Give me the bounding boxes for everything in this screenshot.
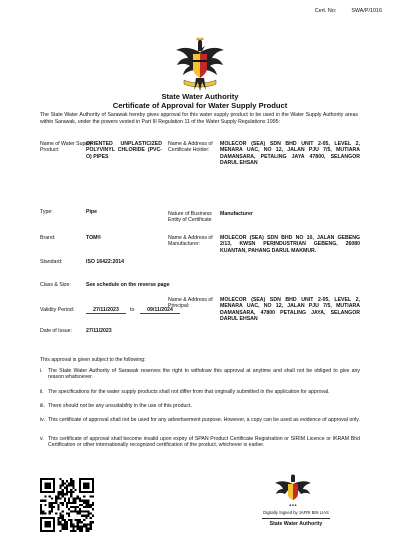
digital-signature-text: Digitally Signed by JAFRI BIN LIAS xyxy=(263,510,329,515)
type-value: Pipe xyxy=(86,209,97,215)
condition-item xyxy=(40,368,360,381)
date-of-issue-label: Date of Issue: xyxy=(40,328,73,334)
certificate-holder-value: MOLECOR (SEA) SDN BHD UNIT 2-05, LEVEL 2, MENARA UAC, NO 12, JALAN PJU 7/5, MUTIARA DAMANSARA, PETALING JAYA 47800, SELANGOR DARUL EHSAN xyxy=(220,141,360,167)
class-size-label: Class & Size: xyxy=(40,282,71,288)
standard-value: ISO 16422:2014 xyxy=(86,259,125,265)
nature-of-business-label: Nature of Business Entity of Certificate xyxy=(168,211,212,224)
condition-item xyxy=(40,403,360,409)
date-of-issue-value: 27/11/2023 xyxy=(86,328,112,334)
condition-number: iv. xyxy=(40,417,45,423)
manufacturer-label: Name & Address of Manufacturer: xyxy=(168,235,213,248)
official-seal-icon xyxy=(268,472,318,508)
condition-number: ii. xyxy=(40,389,44,395)
cert-number-label: Cert. No: xyxy=(314,8,337,14)
principal-value: MOLECOR (SEA) SDN BHD UNIT 2-05, LEVEL 2, MENARA UAC, NO 12, JALAN PJU 7/5, MUTIARA DAMANSARA, 47800 PETALING JAYA, SELANGOR DARUL EHSAN xyxy=(220,297,360,323)
certificate-title: Certificate of Approval for Water Supply Product xyxy=(112,101,288,110)
condition-text: This certificate of approval shall become invalid upon expiry of SPAN Product Certificate Registration or SIRIM Licence or IKRAM Bhd Certification or other internationally recognized certification of the product, whichever is earlier. xyxy=(48,436,360,449)
validity-to-date: 09/11/2024 xyxy=(140,307,180,314)
condition-item xyxy=(40,436,360,449)
conditions-heading: This approval is given subject to the following: xyxy=(40,357,146,363)
validity-from-date: 27/11/2023 xyxy=(86,307,126,314)
class-size-value: See schedule on the reverse page xyxy=(86,282,170,288)
condition-text: There should not be any unsuitability in the use of this product. xyxy=(48,403,192,409)
signature-authority: State Water Authority xyxy=(269,521,323,527)
certificate-holder-label: Name & Address of Certificate Holder: xyxy=(168,141,213,154)
nature-of-business-value: Manufacturer xyxy=(220,211,253,217)
type-label: Type: xyxy=(40,209,53,215)
condition-text: The State Water Authority of Sarawak reserves the right to withdraw this approval at anytime and shall not be obliged to give any reason whatsoever. xyxy=(48,368,360,381)
validity-to-word: to xyxy=(130,307,135,313)
sarawak-crest-icon xyxy=(174,36,226,92)
condition-item xyxy=(40,417,360,423)
condition-item xyxy=(40,389,360,395)
manufacturer-value: MOLECOR (SEA) SDN BHD NO 10, JALAN GEBENG 2/13, KWSN PERINDUSTRIAN GEBENG, 26080 KUANTAN, PAHANG DARUL MAKMUR. xyxy=(220,235,360,254)
authority-title: State Water Authority xyxy=(161,92,239,101)
signature-line xyxy=(262,518,330,519)
condition-text: The specifications for the water supply products shall not differ from that originally submitted in the application for approval. xyxy=(48,389,330,395)
validity-period-label: Validity Period: xyxy=(40,307,75,313)
condition-text: This certificate of approval shall not be used for any advertisement purpose. However, a copy can be used as evidence of approval only. xyxy=(48,417,360,423)
standard-label: Standard: xyxy=(40,259,63,265)
principal-label: Name & Address of Principal: xyxy=(168,297,213,310)
brand-value: TOM® xyxy=(86,235,102,241)
product-name-value: ORIENTED UNPLASTICIZED POLYVINYL CHLORIDE (PVC-O) PIPES xyxy=(86,141,162,160)
intro-paragraph: The State Water Authority of Sarawak hereby gives approval for this water supply product to be used in the Water Supply Authority areas within Sarawak, under the powers vested in Part III Regulation 11 of the Water Supply Regulations 1995: xyxy=(40,112,358,125)
condition-number: iii. xyxy=(40,403,45,409)
cert-number-value: SWA/P/1016 xyxy=(351,8,382,14)
cert-number xyxy=(315,8,382,14)
brand-label: Brand: xyxy=(40,235,56,241)
product-name-label: Name of Water Supply Product: xyxy=(40,141,92,154)
qr-code-icon[interactable] xyxy=(40,478,94,532)
svg-text:■ ■ ■: ■ ■ ■ xyxy=(289,503,297,507)
condition-number: v. xyxy=(40,436,44,442)
condition-number: i. xyxy=(40,368,43,374)
